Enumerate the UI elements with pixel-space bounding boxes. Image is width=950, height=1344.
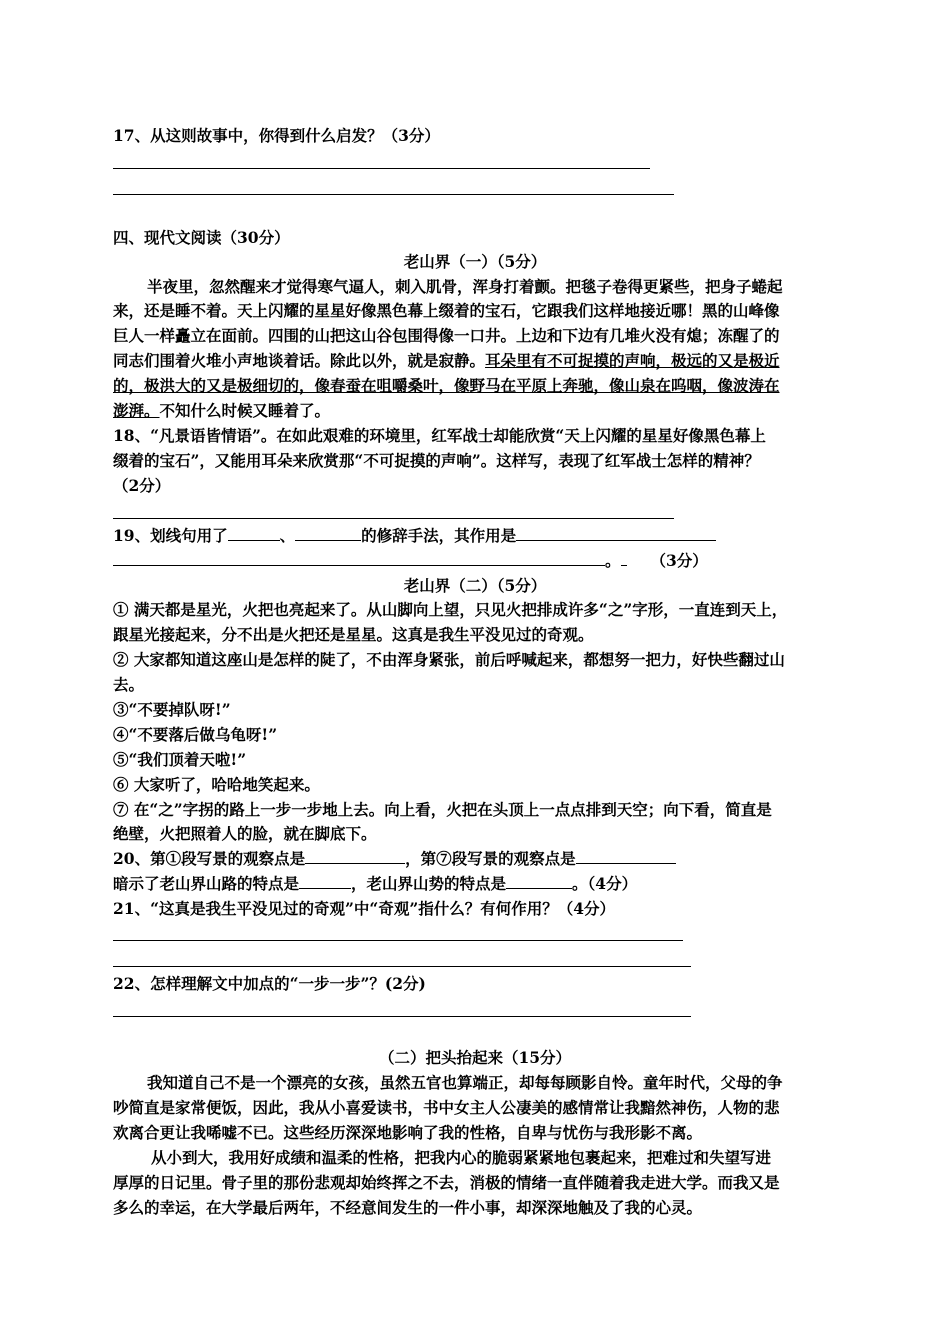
paragraph-6: ⑥ 大家听了，哈哈地笑起来。 bbox=[113, 775, 320, 794]
paragraph-1: 跟星光接起来，分不出是火把还是星星。这真是我生平没见过的奇观。 bbox=[113, 625, 594, 644]
passage-line: 巨人一样矗立在面前。四围的山把这山谷包围得像一口井。上边和下边有几堆火没有熄；冻醒了的 bbox=[113, 326, 780, 345]
blank[interactable] bbox=[506, 872, 572, 889]
question-22: 22、怎样理解文中加点的“一步一步”？(2分) bbox=[113, 974, 426, 993]
underlined-sentence: 澎湃。 bbox=[113, 401, 160, 420]
paragraph-2: 去。 bbox=[113, 675, 145, 694]
section-heading: 四、现代文阅读（30分） bbox=[113, 228, 290, 247]
underlined-sentence: 的，极洪大的又是极细切的，像春蚕在咀嚼桑叶，像野马在平原上奔驰，像山泉在呜咽，像波涛在 bbox=[113, 376, 780, 395]
paragraph-3: ③“不要掉队呀!” bbox=[113, 700, 231, 719]
q20-text: 。（4分） bbox=[572, 874, 638, 893]
question-17: 17、从这则故事中，你得到什么启发？（3分） bbox=[113, 126, 440, 145]
passage-line: 来，还是睡不着。天上闪耀的星星好像黑色幕上缀着的宝石，它跟我们这样地接近哪！黑的山峰像 bbox=[113, 301, 780, 320]
underlined-sentence: 耳朵里有不可捉摸的声响，极远的又是极近 bbox=[485, 351, 780, 370]
question-19 bbox=[113, 524, 716, 548]
blank[interactable] bbox=[516, 524, 716, 541]
answer-line[interactable] bbox=[113, 1016, 691, 1017]
paragraph-7: ⑦ 在“之”字拐的路上一步一步地上去。向上看，火把在头顶上一点点排到天空；向下看，简直是 bbox=[113, 800, 772, 819]
q19-end: 。 bbox=[605, 551, 621, 570]
q19-text: 19、划线句用了 bbox=[113, 526, 228, 545]
question-21: 21、“这真是我生平没见过的奇观”中“奇观”指什么？有何作用？（4分） bbox=[113, 899, 616, 918]
blank[interactable] bbox=[576, 847, 676, 864]
blank[interactable] bbox=[305, 847, 405, 864]
passage-line: 厚厚的日记里。骨子里的那份悲观却始终挥之不去，消极的情绪一直伴随着我走进大学。而我又是 bbox=[113, 1173, 780, 1192]
passage-line: 多么的幸运，在大学最后两年，不经意间发生的一件小事，却深深地触及了我的心灵。 bbox=[113, 1198, 703, 1217]
blank[interactable] bbox=[621, 549, 627, 566]
paragraph-4: ④“不要落后做乌龟呀!” bbox=[113, 725, 278, 744]
question-18: （2分） bbox=[113, 476, 171, 495]
answer-line[interactable] bbox=[113, 966, 691, 967]
paragraph-1: ① 满天都是星光，火把也亮起来了。从山脚向上望，只见火把排成许多“之”字形，一直连到天上， bbox=[113, 600, 788, 619]
question-20-cont bbox=[113, 872, 637, 896]
passage-line: 半夜里，忽然醒来才觉得寒气逼人，刺入肌骨，浑身打着颤。把毯子卷得更紧些，把身子蜷起 bbox=[147, 277, 783, 296]
passage-line: 欢离合更让我唏嘘不已。这些经历深深地影响了我的性格，自卑与忧伤与我形影不离。 bbox=[113, 1123, 703, 1142]
passage-line bbox=[113, 349, 780, 373]
blank[interactable] bbox=[299, 872, 351, 889]
blank[interactable] bbox=[295, 524, 361, 541]
passage-line: 吵简直是家常便饭，因此，我从小喜爱读书，书中女主人公凄美的感情常让我黯然神伤，人物的悲 bbox=[113, 1098, 780, 1117]
passage-line: 从小到大，我用好成绩和温柔的性格，把我内心的脆弱紧紧地包裹起来，把难过和失望写进 bbox=[151, 1148, 772, 1167]
passage-line bbox=[113, 399, 330, 423]
answer-line[interactable] bbox=[113, 518, 674, 519]
blank[interactable] bbox=[228, 524, 280, 541]
question-20 bbox=[113, 847, 676, 871]
answer-line[interactable] bbox=[113, 194, 674, 195]
plain-text: 不知什么时候又睡着了。 bbox=[159, 401, 331, 420]
question-18: 缀着的宝石”，又能用耳朵来欣赏那“不可捉摸的声响”。这样写，表现了红军战士怎样的精神？ bbox=[113, 451, 760, 470]
q19-text: 、 bbox=[279, 526, 296, 545]
q20-text: 暗示了老山界山路的特点是 bbox=[113, 874, 300, 893]
answer-line[interactable] bbox=[113, 168, 650, 169]
question-19-cont bbox=[113, 549, 708, 573]
q20-text: ，老山界山势的特点是 bbox=[351, 874, 507, 893]
answer-line[interactable] bbox=[113, 940, 683, 941]
paragraph-5: ⑤“我们顶着天啦!” bbox=[113, 750, 247, 769]
q19-text: 的修辞手法，其作用是 bbox=[361, 526, 517, 545]
plain-text: 同志们围着火堆小声地谈着话。除此以外，就是寂静。 bbox=[113, 351, 486, 370]
q19-score: （3分） bbox=[650, 551, 708, 570]
paragraph-2: ② 大家都知道这座山是怎样的陡了，不由浑身紧张，前后呼喊起来，都想努一把力，好快些翻过山 bbox=[113, 650, 785, 669]
q20-text: 20、第①段写景的观察点是 bbox=[113, 849, 306, 868]
q20-text: ，第⑦段写景的观察点是 bbox=[405, 849, 576, 868]
paragraph-7: 绝壁，火把照着人的脸，就在脚底下。 bbox=[113, 824, 377, 843]
passage-title: 老山界（一）（5分） bbox=[403, 252, 547, 271]
passage-line: 我知道自己不是一个漂亮的女孩，虽然五官也算端正，却每每顾影自怜。童年时代，父母的争 bbox=[147, 1073, 783, 1092]
blank[interactable] bbox=[113, 549, 605, 566]
passage-title: （二）把头抬起来（15分） bbox=[378, 1048, 572, 1067]
passage-title: 老山界（二）（5分） bbox=[403, 576, 547, 595]
question-18: 18、“凡景语皆情语”。在如此艰难的环境里，红军战士却能欣赏“天上闪耀的星星好像黑色幕上 bbox=[113, 426, 766, 445]
